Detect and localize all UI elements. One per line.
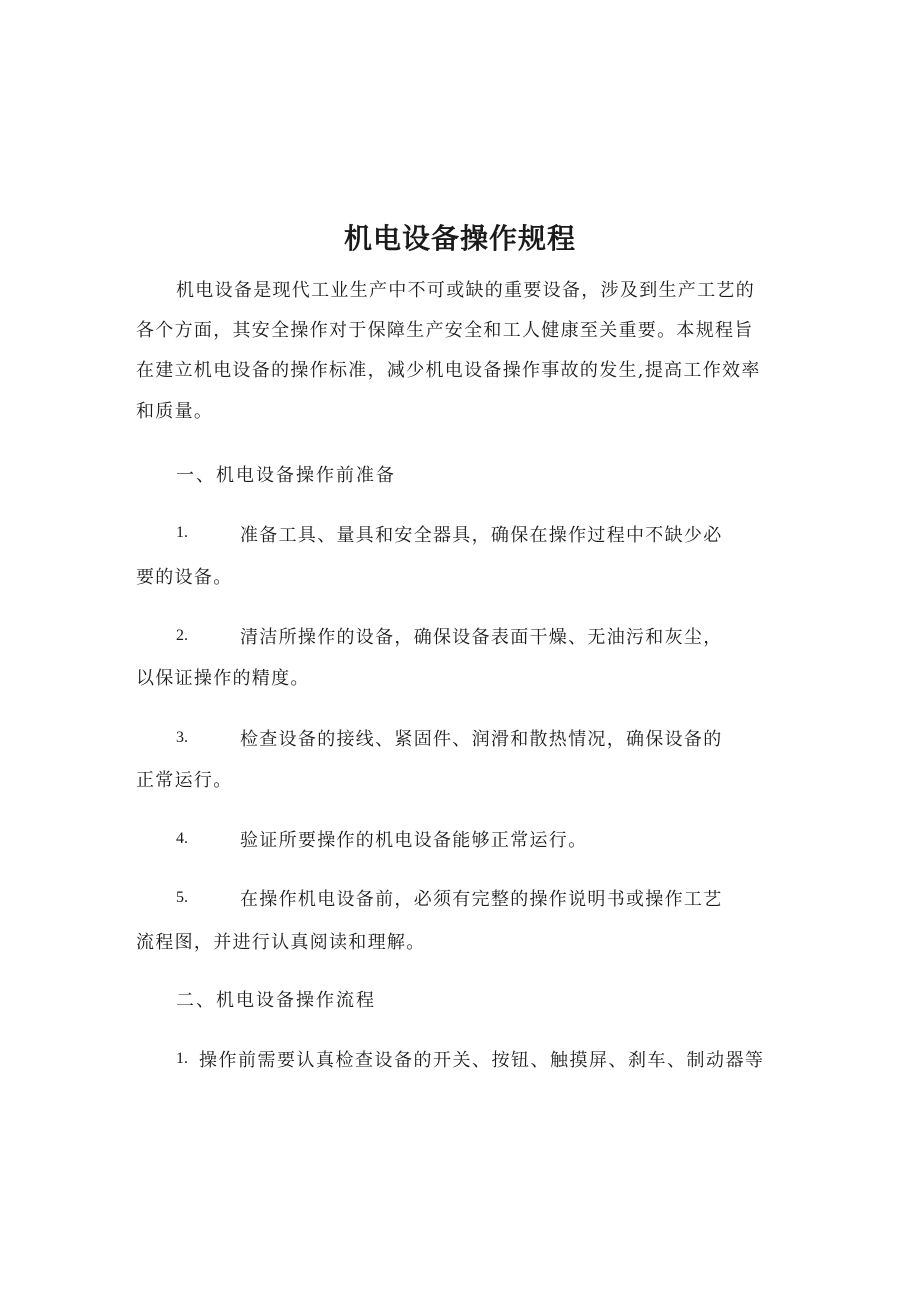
section-2-heading: 二、机电设备操作流程 xyxy=(176,990,376,1011)
item-2-number: 2. xyxy=(176,627,188,644)
item-3-text: 检查设备的接线、紧固件、润滑和散热情况，确保设备的 xyxy=(240,729,723,750)
intro-line-3: 在建立机电设备的操作标准，减少机电设备操作事故的发生,提高工作效率 xyxy=(136,360,761,381)
intro-line-1: 机电设备是现代工业生产中不可或缺的重要设备，涉及到生产工艺的 xyxy=(176,280,755,301)
step-1-text: 操作前需要认真检查设备的开关、按钮、触摸屏、刹车、制动器等 xyxy=(199,1050,765,1071)
item-4-text: 验证所要操作的机电设备能够正常运行。 xyxy=(240,830,588,851)
step-1-number: 1. xyxy=(176,1050,188,1067)
item-4-number: 4. xyxy=(176,830,188,847)
item-1-text: 准备工具、量具和安全器具，确保在操作过程中不缺少必 xyxy=(240,525,723,546)
document-title: 机电设备操作规程 xyxy=(343,222,576,255)
intro-line-4: 和质量。 xyxy=(136,401,214,422)
item-1-text-cont: 要的设备。 xyxy=(136,567,233,588)
item-2-text: 清洁所操作的设备，确保设备表面干燥、无油污和灰尘， xyxy=(240,627,723,648)
item-5-number: 5. xyxy=(176,889,188,906)
item-3-number: 3. xyxy=(176,729,188,746)
item-5-text: 在操作机电设备前，必须有完整的操作说明书或操作工艺 xyxy=(240,889,723,910)
item-3-text-cont: 正常运行。 xyxy=(136,770,233,791)
section-1-heading: 一、机电设备操作前准备 xyxy=(176,465,396,486)
item-1-number: 1. xyxy=(176,524,188,541)
intro-line-2: 各个方面，其安全操作对于保障生产安全和工人健康至关重要。本规程旨 xyxy=(136,320,754,341)
item-5-text-cont: 流程图，并进行认真阅读和理解。 xyxy=(136,932,426,953)
item-2-text-cont: 以保证操作的精度。 xyxy=(136,668,310,689)
